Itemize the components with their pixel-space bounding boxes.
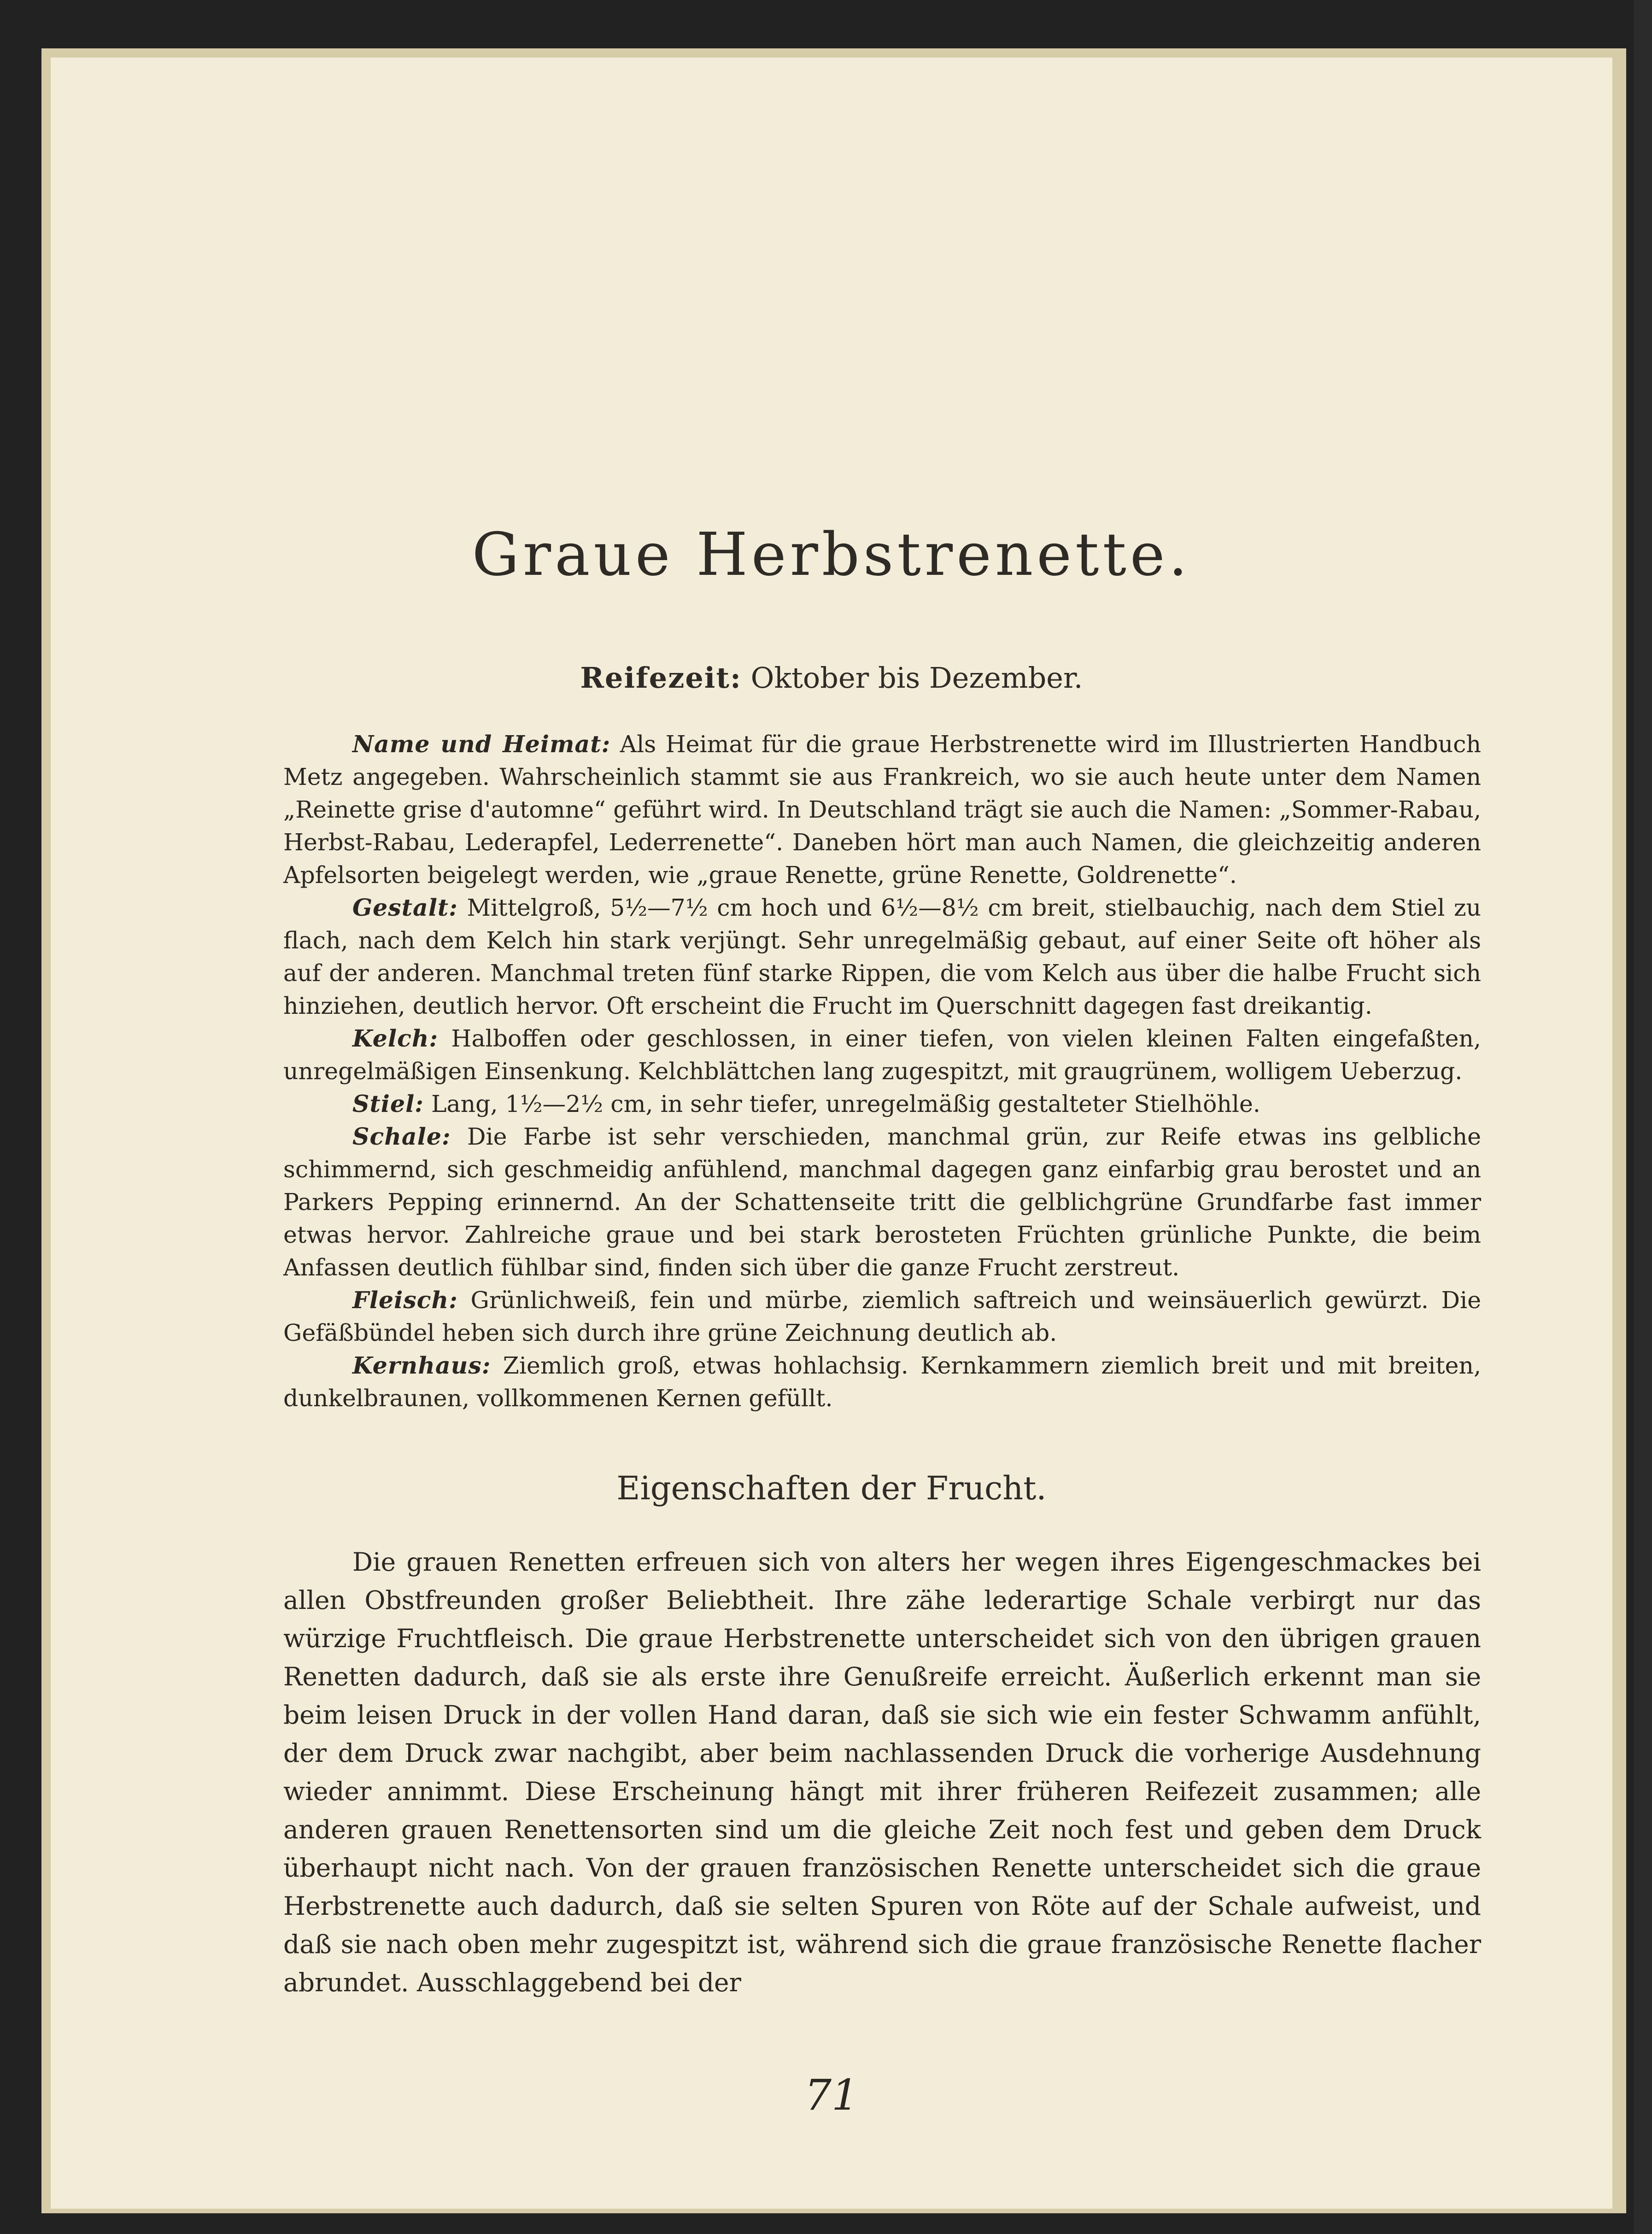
- paragraph-label: Kernhaus:: [352, 1352, 491, 1379]
- paragraph-text: Halboffen oder geschlossen, in einer tiefen, von vielen kleinen Falten eingefaßten, unregelmäßigen Einsenkung. Kelchblättchen lang zugespitzt, mit graugrünem, wolligem Ueberzug.: [283, 1025, 1481, 1085]
- paragraph-text: Lang, 1½—2½ cm, in sehr tiefer, unregelmäßig gestalteter Stielhöhle.: [431, 1090, 1260, 1117]
- paragraph-label: Fleisch:: [352, 1287, 458, 1314]
- paragraph-label: Gestalt:: [352, 894, 458, 921]
- paragraph-label: Schale:: [352, 1123, 451, 1150]
- scan-right-edge: [1634, 0, 1652, 2234]
- paragraph-stiel: [283, 1088, 1481, 1120]
- paragraph-fleisch: [283, 1284, 1481, 1349]
- paragraph-kelch: [283, 1022, 1481, 1088]
- paragraph-label: Name und Heimat:: [352, 731, 611, 758]
- document-page: [51, 58, 1612, 2209]
- paragraph-text: Grünlichweiß, fein und mürbe, ziemlich saftreich und weinsäuerlich gewürzt. Die Gefäßbündel heben sich durch ihre grüne Zeichnung deutlich ab.: [283, 1287, 1481, 1346]
- paragraph-label: Stiel:: [352, 1090, 424, 1117]
- section-paragraph: Die grauen Renetten erfreuen sich von alters her wegen ihres Eigengeschmackes bei allen Obstfreunden großer Beliebtheit. Ihre zähe lederartige Schale verbirgt nur das würzige Fruchtfleisch. Die graue Herbstrenette unterscheidet sich von den übrigen grauen Renetten dadurch, daß sie als erste ihre Genußreife erreicht. Äußerlich erkennt man sie beim leisen Druck in der vollen Hand daran, daß sie sich wie ein fester Schwamm anfühlt, der dem Druck zwar nachgibt, aber beim nachlassenden Druck die vorherige Ausdehnung wieder annimmt. Diese Erscheinung hängt mit ihrer früheren Reifezeit zusammen; alle anderen grauen Renettensorten sind um die gleiche Zeit noch fest und geben dem Druck überhaupt nicht nach. Von der grauen französischen Renette unterscheidet sich die graue Herbstrenette auch dadurch, daß sie selten Spuren von Röte auf der Schale aufweist, und daß sie nach oben mehr zugespitzt ist, während sich die graue französische Renette flacher abrundet. Ausschlaggebend bei der: [283, 1547, 1481, 1997]
- paragraph-gestalt: [283, 891, 1481, 1022]
- section-title: Eigenschaften der Frucht.: [616, 1469, 1047, 1507]
- paragraph-text: Als Heimat für die graue Herbstrenette wird im Illustrierten Handbuch Metz angegeben. Wahrscheinlich stammt sie aus Frankreich, wo sie auch heute unter dem Namen „Reinette grise d'automne“ geführt wird. In Deutschland trägt sie auch die Namen: „Sommer-Rabau, Herbst-Rabau, Lederapfel, Lederrenette“. Daneben hört man auch Namen, die gleichzeitig anderen Apfelsorten beigelegt werden, wie „graue Renette, grüne Renette, Goldrenette“.: [283, 731, 1481, 889]
- paragraph-text: Mittelgroß, 5½—7½ cm hoch und 6½—8½ cm breit, stielbauchig, nach dem Stiel zu flach, nach dem Kelch hin stark verjüngt. Sehr unregelmäßig gebaut, auf einer Seite oft höher als auf der anderen. Manchmal treten fünf starke Rippen, die vom Kelch aus über die halbe Frucht sich hinziehen, deutlich hervor. Oft erscheint die Frucht im Querschnitt dagegen fast dreikantig.: [283, 894, 1482, 1019]
- paragraph-text: Die Farbe ist sehr verschieden, manchmal grün, zur Reife etwas ins gelbliche schimmernd, sich geschmeidig anfühlend, manchmal dagegen ganz einfarbig grau berostet und an Parkers Pepping erinnernd. An der Schattenseite tritt die gelblichgrüne Grundfarbe fast immer etwas hervor. Zahlreiche graue und bei stark berosteten Früchten grünliche Punkte, die beim Anfassen deutlich fühlbar sind, finden sich über die ganze Frucht zerstreut.: [283, 1123, 1481, 1281]
- paragraph-text: Ziemlich groß, etwas hohlachsig. Kernkammern ziemlich breit und mit breiten, dunkelbraunen, vollkommenen Kernen gefüllt.: [283, 1352, 1482, 1412]
- paragraph-kernhaus: [283, 1349, 1481, 1415]
- paragraph-name-heimat: [283, 728, 1481, 891]
- page-title: Graue Herbstrenette.: [472, 520, 1191, 589]
- ripening-time-value: Oktober bis Dezember.: [750, 661, 1083, 695]
- paragraph-schale: [283, 1120, 1481, 1284]
- paragraph-label: Kelch:: [352, 1025, 439, 1052]
- ripening-time-line: [51, 661, 1612, 695]
- section-body: [283, 1543, 1481, 2002]
- ripening-time-label: Reifezeit:: [580, 661, 742, 695]
- description-body: [283, 728, 1481, 1415]
- page-number: 71: [804, 2070, 859, 2120]
